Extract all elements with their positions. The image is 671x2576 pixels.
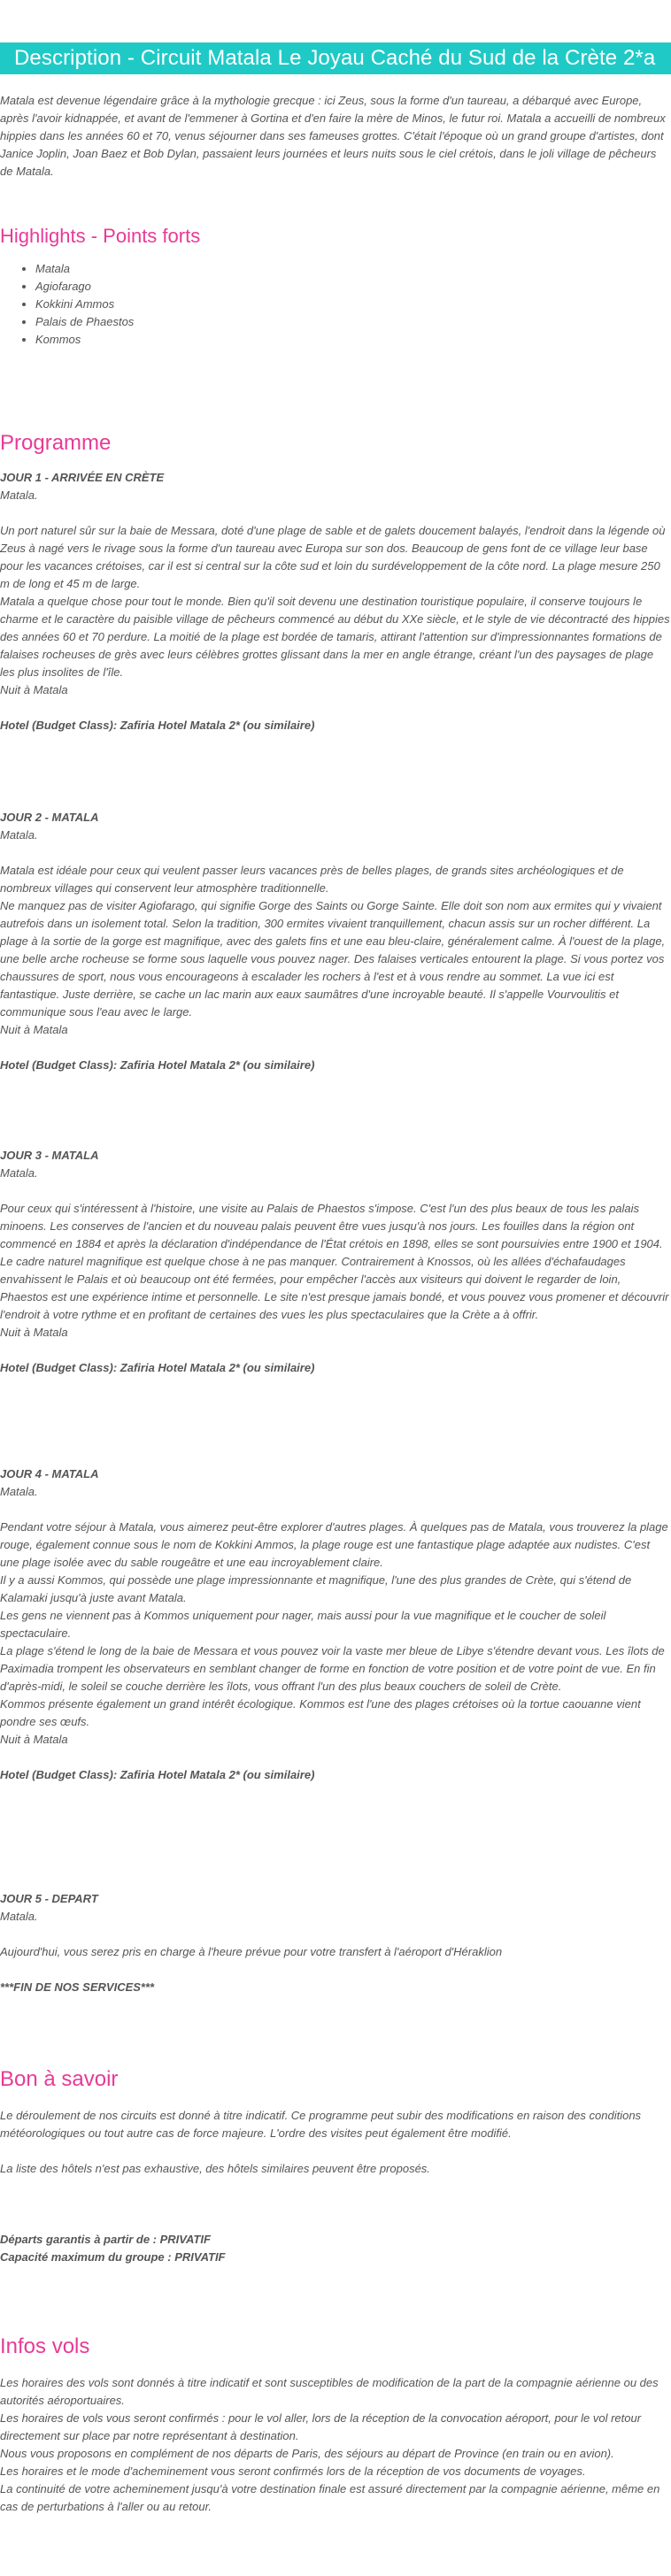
bon-a-savoir-text: La liste des hôtels n'est pas exhaustive, des hôtels similaires peuvent être proposés. [0,2162,430,2175]
infos-vols-line: Les horaires et le mode d'acheminement vous seront confirmés lors de la réception de vos documents de voyages. [0,2465,586,2478]
highlight-item: • Palais de Phaestos [35,313,671,331]
day-place: Matala. [0,828,38,842]
day-place: Matala. [0,1166,38,1180]
day-heading: JOUR 5 - DEPART [0,1892,98,1905]
day-3 [0,1147,671,1377]
capacite-maximum: Capacité maximum du groupe : PRIVATIF [0,2250,226,2264]
day-paragraph: Matala est idéale pour ceux qui veulent passer leurs vacances près de belles plages, de grands sites archéologiques et de nombreux villages qui conservent leur atmosphère traditionnelle. [0,864,624,895]
highlight-item: • Kokkini Ammos [35,296,671,313]
day-hotel: Hotel (Budget Class): Zafiria Hotel Matala 2* (ou similaire) [0,1361,315,1374]
bon-a-savoir-content [0,2107,671,2266]
day-paragraph: Aujourd'hui, vous serez pris en charge à l'heure prévue pour votre transfert à l'aéroport d'Héraklion [0,1945,503,1958]
day-paragraph: Les gens ne viennent pas à Kommos uniquement pour nager, mais aussi pour la vue magnifique et le coucher de soleil spectaculaire. [0,1609,606,1640]
highlights-section [0,223,671,250]
day-heading: JOUR 1 - ARRIVÉE EN CRÈTE [0,471,165,484]
day-4 [0,1465,671,1784]
day-paragraph: Matala a quelque chose pour tout le monde. Bien qu'il soit devenu une destination touristique populaire, il conserve toujours le charme et le caractère du paisible village de pêcheurs commencé au début du XXe siècle, et le style de vie décontracté des hippies des années 60 et 70 perdure. La moitié de la plage est bordée de tamaris, attirant l'attention sur d'impressionnantes formations de falaises rocheuses de grès avec leurs célèbres grottes glissant dans la mer en angle étrange, créant l'un des paysages de plage les plus insolites de l'île. [0,595,670,679]
highlights-list [0,260,671,349]
day-hotel: Hotel (Budget Class): Zafiria Hotel Matala 2* (ou similaire) [0,1768,315,1781]
day-place: Matala. [0,488,38,502]
day-paragraph: Nuit à Matala [0,1023,68,1036]
day-place: Matala. [0,1910,38,1923]
infos-vols-content [0,2374,671,2516]
day-2 [0,809,671,1074]
day-paragraph: Nuit à Matala [0,1733,68,1746]
day-paragraph: Pour ceux qui s'intéressent à l'histoire, une visite au Palais de Phaestos s'impose. C'est l'un des plus beaux de tous les palais minoens. Les conserves de l'ancien et du nouveau palais peuvent être vues jusqu'à nos jours. Les fouilles dans la région ont commencé en 1884 et après la déclaration d'indépendance de l'État crétois en 1898, elles se sont poursuivies entre 1900 et 1904. Le cadre naturel magnifique est quelque chose à ne pas manquer. Contrairement à Knossos, où les allées d'échafaudages envahissent le Palais et où beaucoup ont été fermées, pour empêcher l'accès aux visiteurs qui doivent le regarder de loin, Phaestos est une expérience intime et personnelle. Le site n'est presque jamais bondé, et vous pouvez vous promener et découvrir l'endroit à votre rythme et en profitant de certaines des vues les plus spectaculaires que la Crète a à offrir. [0,1202,669,1321]
infos-vols-line: La continuité de votre acheminement jusqu'à votre destination finale est assuré directement par la compagnie aérienne, même en cas de perturbations à l'aller ou au retour. [0,2482,660,2513]
day-paragraph: Ne manquez pas de visiter Agiofarago, qui signifie Gorge des Saints ou Gorge Sainte. Elle doit son nom aux ermites qui y vivaient autrefois dans un isolement total. Selon la tradition, 300 ermites vivaient tranquillement, chacun assis sur un rocher différent. La plage à la sortie de la gorge est magnifique, avec des galets fins et une eau bleu-claire, généralement calme. À l'ouest de la plage, une belle arche rocheuse se forme sous laquelle vous pouvez nager. Des falaises verticales entourent la plage. Si vous portez vos chaussures de sport, nous vous encourageons à escalader les rochers à l'est et à vous rendre au sommet. La vue ici est fantastique. Juste derrière, se cache un lac marin aux eaux saumâtres d'une incroyable beauté. Il s'appelle Vourvoulitis et communique sous l'eau avec le large. [0,899,666,1019]
highlights-heading: Highlights - Points forts [0,225,201,247]
intro [0,92,671,181]
day-paragraph: Nuit à Matala [0,1326,68,1339]
bon-a-savoir-text: Le déroulement de nos circuits est donné à titre indicatif. Ce programme peut subir des modifications en raison des conditions météorologiques ou tout autre cas de force majeure. L'ordre des visites peut également être modifié. [0,2109,642,2140]
page-title: Description - Circuit Matala Le Joyau Caché du Sud de la Crète 2*a [14,46,656,70]
highlight-item: • Matala [35,260,671,278]
day-paragraph: Nuit à Matala [0,683,68,696]
title-bar [0,42,671,74]
day-hotel: Hotel (Budget Class): Zafiria Hotel Matala 2* (ou similaire) [0,719,315,732]
day-1 [0,469,671,734]
day-place: Matala. [0,1485,38,1498]
day-heading: JOUR 4 - MATALA [0,1467,99,1480]
day-paragraph: Un port naturel sûr sur la baie de Messara, doté d'une plage de sable et de galets doucement balayés, l'endroit dans la légende où Zeus à nagé vers le rivage sous la forme d'un taureau avec Europa sur son dos. Beaucoup de gens font de ce village leur base pour les vacances crétoises, car il est si central sur la côte sud et loin du surdéveloppement de la côte nord. La plage mesure 250 m de long et 45 m de large. [0,524,666,590]
programme-heading: Programme [0,431,112,455]
highlight-item: • Kommos [35,331,671,349]
intro-text: Matala est devenue légendaire grâce à la mythologie grecque : ici Zeus, sous la forme d'un taureau, a débarqué avec Europe, après l'avoir kidnappée, et avant de l'emmener à Gortina et d'en faire la mère de Minos, le futur roi. Matala a accueilli de nombreux hippies dans les années 60 et 70, venus séjourner dans ses fameuses grottes. C'était l'époque où un grand groupe d'artistes, dont Janice Joplin, Joan Baez et Bob Dylan, passaient leurs journées et leurs nuits sous le ciel crétois, dans le joli village de pêcheurs de Matala. [0,94,666,178]
day-paragraph: Pendant votre séjour à Matala, vous aimerez peut-être explorer d'autres plages. À quelques pas de Matala, vous trouverez la plage rouge, également connue sous le nom de Kokkini Ammos, la plage rouge est une fantastique plage adaptée aux nudistes. C'est une plage isolée avec du sable rougeâtre et une eau incroyablement claire. [0,1520,668,1569]
day-paragraph: La plage s'étend le long de la baie de Messara et vous pouvez voir la vaste mer bleue de Libye s'étendre devant vous. Les îlots de Paximadia trompent les observateurs en semblant changer de forme en fonction de votre position et de votre point de vue. En fin d'après-midi, le soleil se couche derrière les îlots, vous offrant l'un des plus beaux couchers de soleil de Crète. [0,1644,665,1693]
day-paragraph: Il y a aussi Kommos, qui possède une plage impressionnante et magnifique, l'une des plus grandes de Crète, qui s'étend de Kalamaki jusqu'à juste avant Matala. [0,1573,632,1604]
programme-section [0,430,671,457]
day-5 [0,1890,671,1996]
end-of-services: ***FIN DE NOS SERVICES*** [0,1980,155,1994]
day-heading: JOUR 2 - MATALA [0,811,99,824]
bon-a-savoir-heading: Bon à savoir [0,2067,119,2091]
bon-a-savoir-section [0,2066,671,2093]
infos-vols-line: Nous vous proposons en complément de nos départs de Paris, des séjours au départ de Province (en train ou en avion). [0,2447,614,2460]
infos-vols-heading: Infos vols [0,2334,90,2358]
highlight-item: • Agiofarago [35,278,671,296]
departs-garantis: Départs garantis à partir de : PRIVATIF [0,2233,211,2246]
day-heading: JOUR 3 - MATALA [0,1149,99,1162]
day-hotel: Hotel (Budget Class): Zafiria Hotel Matala 2* (ou similaire) [0,1058,315,1072]
infos-vols-line: Les horaires des vols sont donnés à titre indicatif et sont susceptibles de modification de la part de la compagnie aérienne ou des autorités aéroportuaires. [0,2376,659,2407]
day-paragraph: Kommos présente également un grand intérêt écologique. Kommos est l'une des plages crétoises où la tortue caouanne vient pondre ses œufs. [0,1697,641,1728]
infos-vols-line: Les horaires de vols vous seront confirmés : pour le vol aller, lors de la réception de la convocation aéroport, pour le vol retour directement sur place par notre représentant à destination. [0,2411,642,2442]
infos-vols-section [0,2334,671,2360]
